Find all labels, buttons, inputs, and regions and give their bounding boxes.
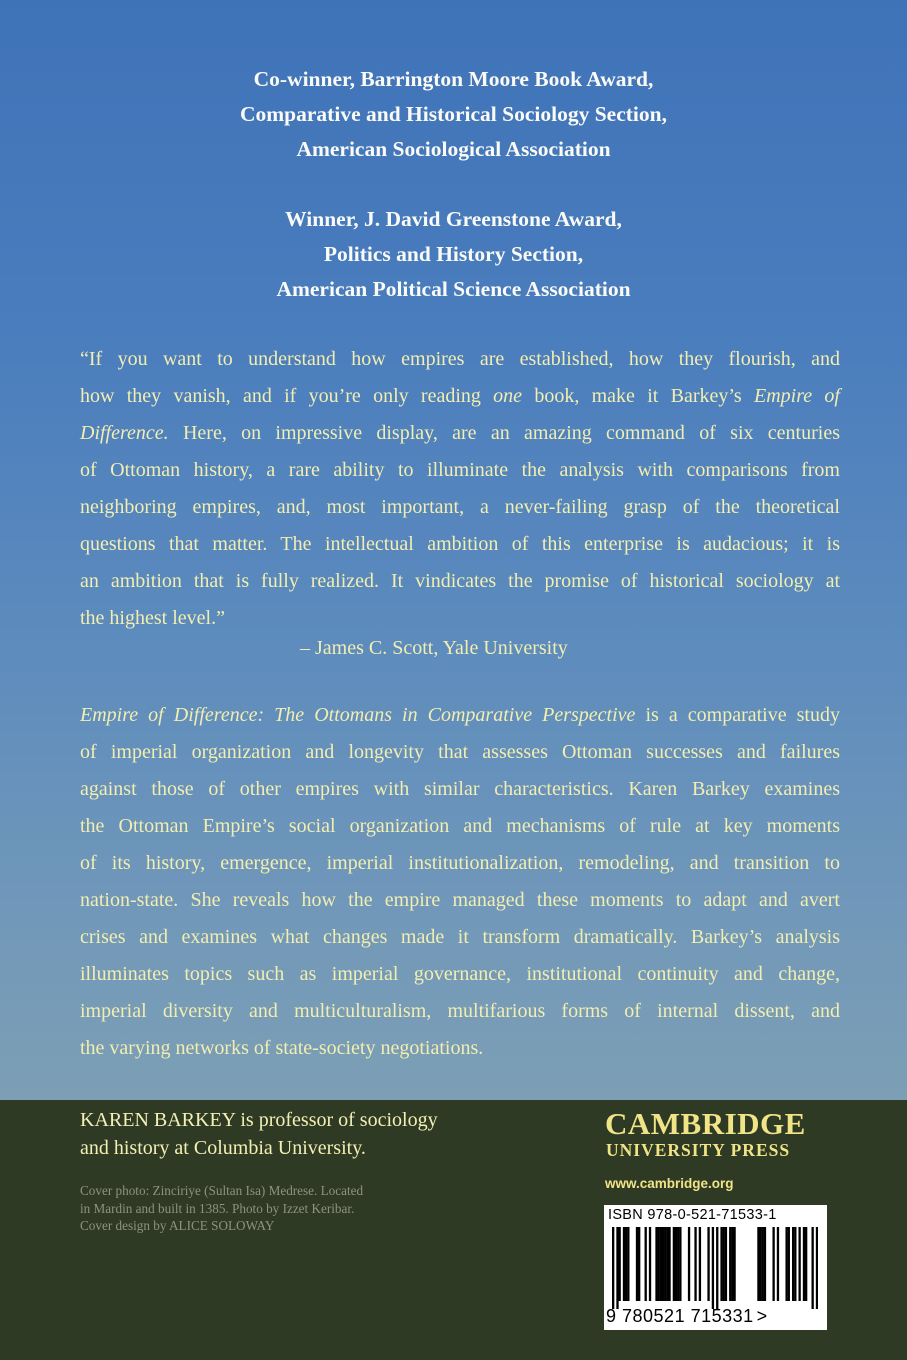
quote-line: how they vanish, and if you’re only reading one book, make it Barkey’s Empire of	[80, 385, 840, 407]
award-line: Comparative and Historical Sociology Section,	[240, 102, 667, 126]
barcode-bar	[658, 1227, 660, 1301]
description-line: of imperial organization and longevity that assesses Ottoman successes and failures	[80, 741, 840, 763]
description-line: illuminates topics such as imperial governance, institutional continuity and change,	[80, 963, 840, 985]
barcode-bar	[623, 1227, 625, 1301]
description-line: the Ottoman Empire’s social organization and mechanisms of rule at key moments	[80, 815, 840, 837]
credit-line: in Mardin and built in 1385. Photo by Izzet Keribar.	[80, 1200, 355, 1216]
barcode-bar	[649, 1227, 651, 1301]
barcode-bar	[725, 1227, 727, 1301]
barcode-bar	[716, 1227, 718, 1309]
barcode-bar	[816, 1227, 818, 1309]
cover-credits	[80, 1182, 363, 1235]
barcode-bar	[666, 1227, 668, 1301]
book-title: Empire of Difference: The Ottomans in Comparative Perspective	[80, 704, 636, 726]
barcode-bar	[662, 1227, 664, 1301]
barcode-bar	[660, 1227, 662, 1301]
isbn-digits: 9 780521 715331 >	[606, 1306, 768, 1326]
quiet-zone-marker: >	[756, 1306, 768, 1326]
barcode-bar	[794, 1227, 796, 1301]
barcode-bar	[811, 1227, 813, 1309]
endorsement-quote	[80, 341, 840, 637]
publisher-url: www.cambridge.org	[605, 1176, 734, 1191]
barcode-bar	[699, 1227, 701, 1301]
barcode-bar	[792, 1227, 794, 1301]
barcode-bar	[803, 1227, 805, 1301]
barcode-bar	[679, 1227, 681, 1301]
book-description	[80, 697, 840, 1067]
description-line: the varying networks of state-society negotiations.	[80, 1037, 484, 1059]
description-line: imperial diversity and multiculturalism, multifarious forms of internal dissent, and	[80, 1000, 840, 1022]
quote-line: the highest level.”	[80, 607, 225, 629]
barcode-bar	[712, 1227, 714, 1309]
barcode-bar	[723, 1227, 725, 1301]
barcode-bar	[616, 1227, 618, 1309]
barcode-bar	[798, 1227, 800, 1301]
barcode-bar	[636, 1227, 638, 1301]
author-name: KAREN BARKEY	[80, 1109, 236, 1131]
barcode-bar	[655, 1227, 657, 1301]
quote-line: questions that matter. The intellectual ambition of this enterprise is audacious; it is	[80, 533, 840, 555]
barcode-image	[612, 1227, 818, 1309]
description-line: Empire of Difference: The Ottomans in Comparative Perspective is a comparative study	[80, 704, 840, 726]
barcode-bar	[688, 1227, 690, 1301]
barcode-bar	[720, 1227, 722, 1301]
barcode-bar	[625, 1227, 627, 1301]
barcode-bar	[788, 1227, 790, 1301]
barcode-bar	[664, 1227, 666, 1301]
award-line: Winner, J. David Greenstone Award,	[285, 207, 622, 231]
barcode-bar	[694, 1227, 696, 1301]
barcode-bar	[619, 1227, 621, 1301]
barcode-bar	[759, 1227, 761, 1301]
barcode-bar	[612, 1227, 614, 1309]
description-line: of its history, emergence, imperial institutionalization, remodeling, and transition to	[80, 852, 840, 874]
award-line: American Sociological Association	[296, 137, 611, 161]
author-bio-line: KAREN BARKEY is professor of sociology	[80, 1109, 438, 1131]
quote-line: neighboring empires, and, most important, a never-failing grasp of the theoretical	[80, 496, 840, 518]
barcode-bar	[785, 1227, 787, 1301]
quote-line: of Ottoman history, a rare ability to illuminate the analysis with comparisons from	[80, 459, 840, 481]
barcode-bar	[627, 1227, 629, 1301]
barcode-bar	[675, 1227, 677, 1301]
isbn-barcode-block	[604, 1205, 827, 1330]
author-bio-line: and history at Columbia University.	[80, 1137, 366, 1159]
publisher-logo	[605, 1108, 830, 1160]
barcode-bar	[677, 1227, 679, 1301]
award-greenstone	[0, 202, 907, 307]
barcode-bar	[673, 1227, 675, 1301]
barcode-bar	[805, 1227, 807, 1301]
barcode-bar	[638, 1227, 640, 1301]
barcode-bar	[707, 1227, 709, 1301]
description-line: against those of other empires with similar characteristics. Karen Barkey examines	[80, 778, 840, 800]
barcode-bar	[668, 1227, 670, 1301]
description-line: nation-state. She reveals how the empire managed these moments to adapt and avert	[80, 889, 840, 911]
publisher-name: CAMBRIDGE	[605, 1106, 806, 1141]
isbn-label: ISBN 978-0-521-71533-1	[608, 1207, 777, 1223]
quote-line: an ambition that is fully realized. It vindicates the promise of historical sociology at	[80, 570, 840, 592]
barcode-bar	[729, 1227, 731, 1301]
barcode-bar	[733, 1227, 735, 1301]
award-line: Co-winner, Barrington Moore Book Award,	[253, 67, 654, 91]
barcode-bar	[757, 1227, 759, 1301]
award-line: American Political Science Association	[276, 277, 631, 301]
quote-line: “If you want to understand how empires are established, how they flourish, and	[80, 348, 840, 370]
author-bio	[80, 1106, 438, 1162]
barcode-bar	[772, 1227, 774, 1301]
award-line: Politics and History Section,	[323, 242, 584, 266]
barcode-bar	[762, 1227, 764, 1301]
quote-attribution: – James C. Scott, Yale University	[300, 637, 568, 659]
barcode-bar	[777, 1227, 779, 1301]
credit-line: Cover design by ALICE SOLOWAY	[80, 1218, 275, 1233]
publisher-subtitle: UNIVERSITY PRESS	[606, 1140, 791, 1160]
quote-line: Difference. Here, on impressive display, are an amazing command of six centuries	[80, 422, 840, 444]
barcode-bar	[645, 1227, 647, 1301]
barcode-bar	[764, 1227, 766, 1301]
credit-line: Cover photo: Zinciriye (Sultan Isa) Medrese. Located	[80, 1183, 364, 1198]
barcode-bar	[731, 1227, 733, 1301]
award-barrington-moore	[0, 62, 907, 167]
description-line: crises and examines what changes made it transform dramatically. Barkey’s analysis	[80, 926, 840, 948]
